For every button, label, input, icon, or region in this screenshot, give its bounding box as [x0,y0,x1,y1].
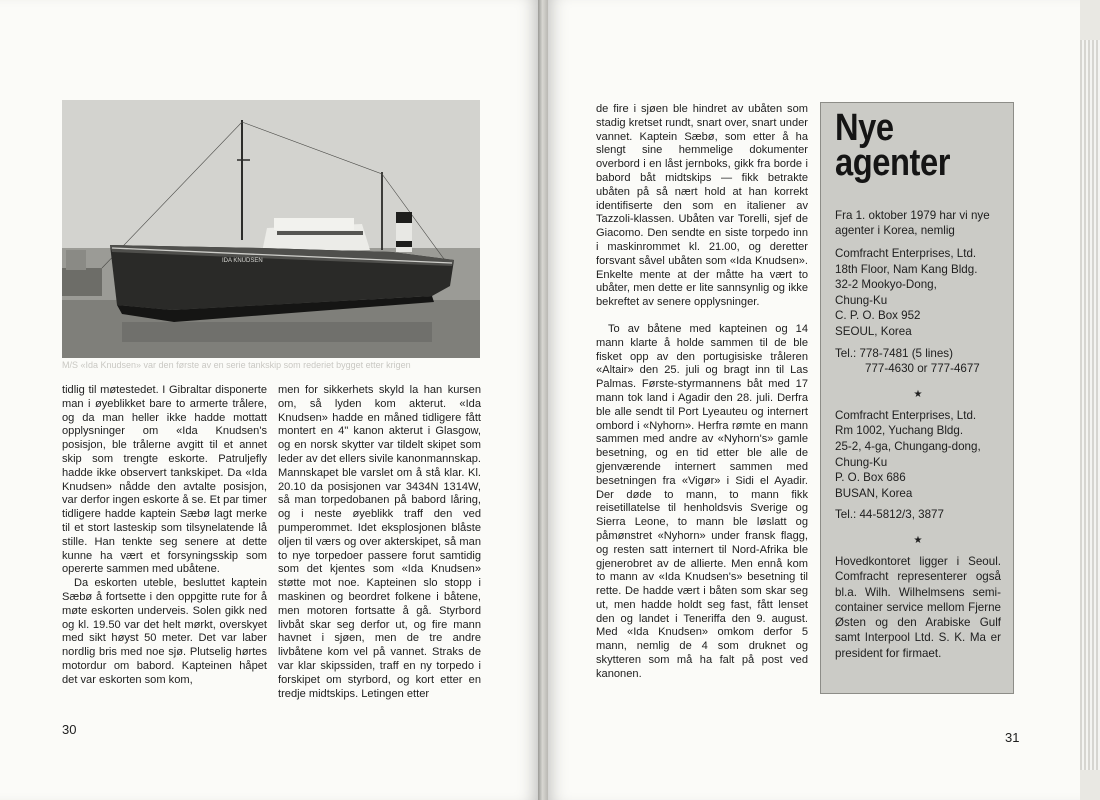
phone-line: 777-4630 or 777-4677 [865,362,980,376]
box-title-line2: agenter [835,142,951,184]
box-intro: Fra 1. oktober 1979 har vi nye agenter i Korea, nemlig [835,209,990,237]
box-closing-text: Hovedkontoret ligger i Seoul. Comfracht representerer også bl.a. Wilh. Wilhelmsens semi-container service mellom Fjerne Østen og den Arabiske Gulf samt Interpool Ltd. S. K. Ma er president for firmaet. [835,554,1001,660]
address-line: Rm 1002, Yuchang Bldg. [835,424,964,438]
left-column-1 [62,384,267,688]
star-separator: ★ [913,534,923,546]
agent-seoul-address [835,246,1001,340]
ship-photo [62,100,480,358]
phone-line: Tel.: 778-7481 (5 lines) [835,346,953,360]
star-separator: ★ [913,388,923,400]
agent-busan-address [835,408,1001,502]
address-line: 32-2 Mookyo-Dong, [835,278,937,292]
address-line: BUSAN, Korea [835,486,913,500]
address-line: Comfracht Enterprises, Ltd. [835,247,977,260]
address-line: Chung-Ku [835,293,888,307]
address-line: 18th Floor, Nam Kang Bldg. [835,262,978,276]
address-line: C. P. O. Box 952 [835,309,921,323]
address-line: P. O. Box 686 [835,471,906,485]
box-title-line1: Nye [835,107,894,149]
paragraph: To av båtene med kapteinen og 14 mann klarte å holde sammen til de ble fisket opp av den portugisiske tråleren «Altair» den 25. juli og bragt inn til Las Palmas. Første-styrmannens båt med 17 mann tok land i Agadir den 28. juli. Derfra ble alle sendt til Port Lyeauteu og internert ombord i «Nyhorn». Herfra rømte en mann sammen med andre av «Nyhorn's» gamle besetning, og en tid etter ble alle de gjenværende internert sammen med besetningen fra «Vigør» i Sidi el Ayadir. Der døde to mann, to mann fikk reisetillatelse til henholdsvis Sverige og Sierra Leone, to mann ble løslatt og påmønstret «Nyhorn» under fransk flagg, og resten satt internert til Nord-Afrika ble gjenerobret av de allierte. Men ennå kom to mann av «Ida Knudsen's» besetning til rette. De hadde vært i båten som skar seg ut, men hadde holdt seg fast, fått lenset den og landet i Teneriffa den 9. august. Med «Ida Knudsen» omkom derfor 5 mann, nemlig de 4 som druknet og skytteren som må ha falt på post ved kanonen. [596,322,808,680]
agent-seoul-phone [835,346,1001,377]
paragraph: tidlig til møtestedet. I Gibraltar disponerte man i øyeblikket bare to armerte trålere, og da man heller ikke hadde mottatt opplysninger om «Ida Knudsen's posisjon, ble trålerne avgitt til et annet skip som trengte eskorte. Patruljefly hadde ikke observert tankskipet. Da «Ida Knudsen» nådde den avtalte posisjon, var derfor ingen eskorte å se. Et par timer tidligere hadde kaptein Sæbø lagt merke til et stort lasteskip som tilsynelatende lå stille. Han tenkte seg senere at dette kunne ha vært et forsyningsskip som opererte sammen med ubåtene. [62,384,267,576]
new-agents-box [820,102,1014,694]
paragraph: de fire i sjøen ble hindret av ubåten som stadig kretset rundt, snart over, snart under vannet. Kaptein Sæbø, som etter å ha slengt sine hemmelige dokumenter overbord i en låst jernboks, gikk fra borde i babord båt midtskips — fikk betrakte ubåten på så nært hold at han korrekt identifiserte den som en italiener av Tazzoli-klassen. Ubåten var Torelli, sjef de Giacomo. Den sendte en siste torpedo inn i maskinrommet kl. 21.00, og deretter forsvant såvel ubåten som «Ida Knudsen». Enkelte mente at der måtte ha vært to ubåter, men dette er lite sannsynlig og ikke bekreftet av senere opplysninger. [596,103,808,309]
ship-hull-name: IDA KNUDSEN [222,258,263,264]
photo-caption: M/S «Ida Knudsen» var den første av en serie tankskip som rederiet bygget etter krigen [62,360,411,370]
address-line: 25-2, 4-ga, Chungang-dong, [835,439,981,453]
box-title [835,107,978,184]
right-column-1 [596,103,808,682]
page-number-left: 30 [62,722,77,737]
paragraph: men for sikkerhets skyld la han kursen om, så lyden kom akterut. «Ida Knudsen» hadde en måned tidligere fått montert en 4" kanon akterut i Glasgow, og en norsk skytter var tildelt skipet som leder av det ellers sivile kanonmannskap. Mannskapet ble varslet om å stå klar. Kl. 20.10 da posisjonen var 3434N 1314W, så man torpedobanen på babord låring, og i neste øyeblikk traff den ved pumperommet. Idet eksplosjonen blåste oljen til værs og over akterskipet, så man to nye torpedoer passere forut samtidig som det kjentes som «Ida Knudsen» støtte mot noe. Kapteinen slo stopp i maskinen og beordret folkene i båtene, men motoren fortsatte å gå. Styrbord livbåt skar seg derfor ut, og fire mann havnet i sjøen, men de tre andre livbåtene kom vel på vannet. Straks de var klar skipssiden, traff en ny torpedo i forskipet om styrbord, og kort etter en tredje midtskips. Letingen etter [278,384,481,700]
paragraph: Da eskorten uteble, besluttet kaptein Sæbø å fortsette i den oppgitte rute for å møte eskorten underveis. Solen gikk ned og kl. 19.50 var det helt mørkt, overskyet med sikt høyst 50 meter. Det var laber nordlig bris med noe sjø. Plutselig hørtes motordur om babord. Kapteinen håpet det var eskorten som kom, [62,577,267,686]
address-line: Chung-Ku [835,455,888,469]
agent-busan-phone: Tel.: 44-5812/3, 3877 [835,508,944,522]
left-column-2 [278,384,481,701]
book-gutter [538,0,548,800]
address-line: SEOUL, Korea [835,324,912,338]
left-page [0,0,538,800]
address-line: Comfracht Enterprises, Ltd. [835,408,977,422]
page-number-right: 31 [1005,730,1020,745]
page-edges [1080,40,1100,770]
